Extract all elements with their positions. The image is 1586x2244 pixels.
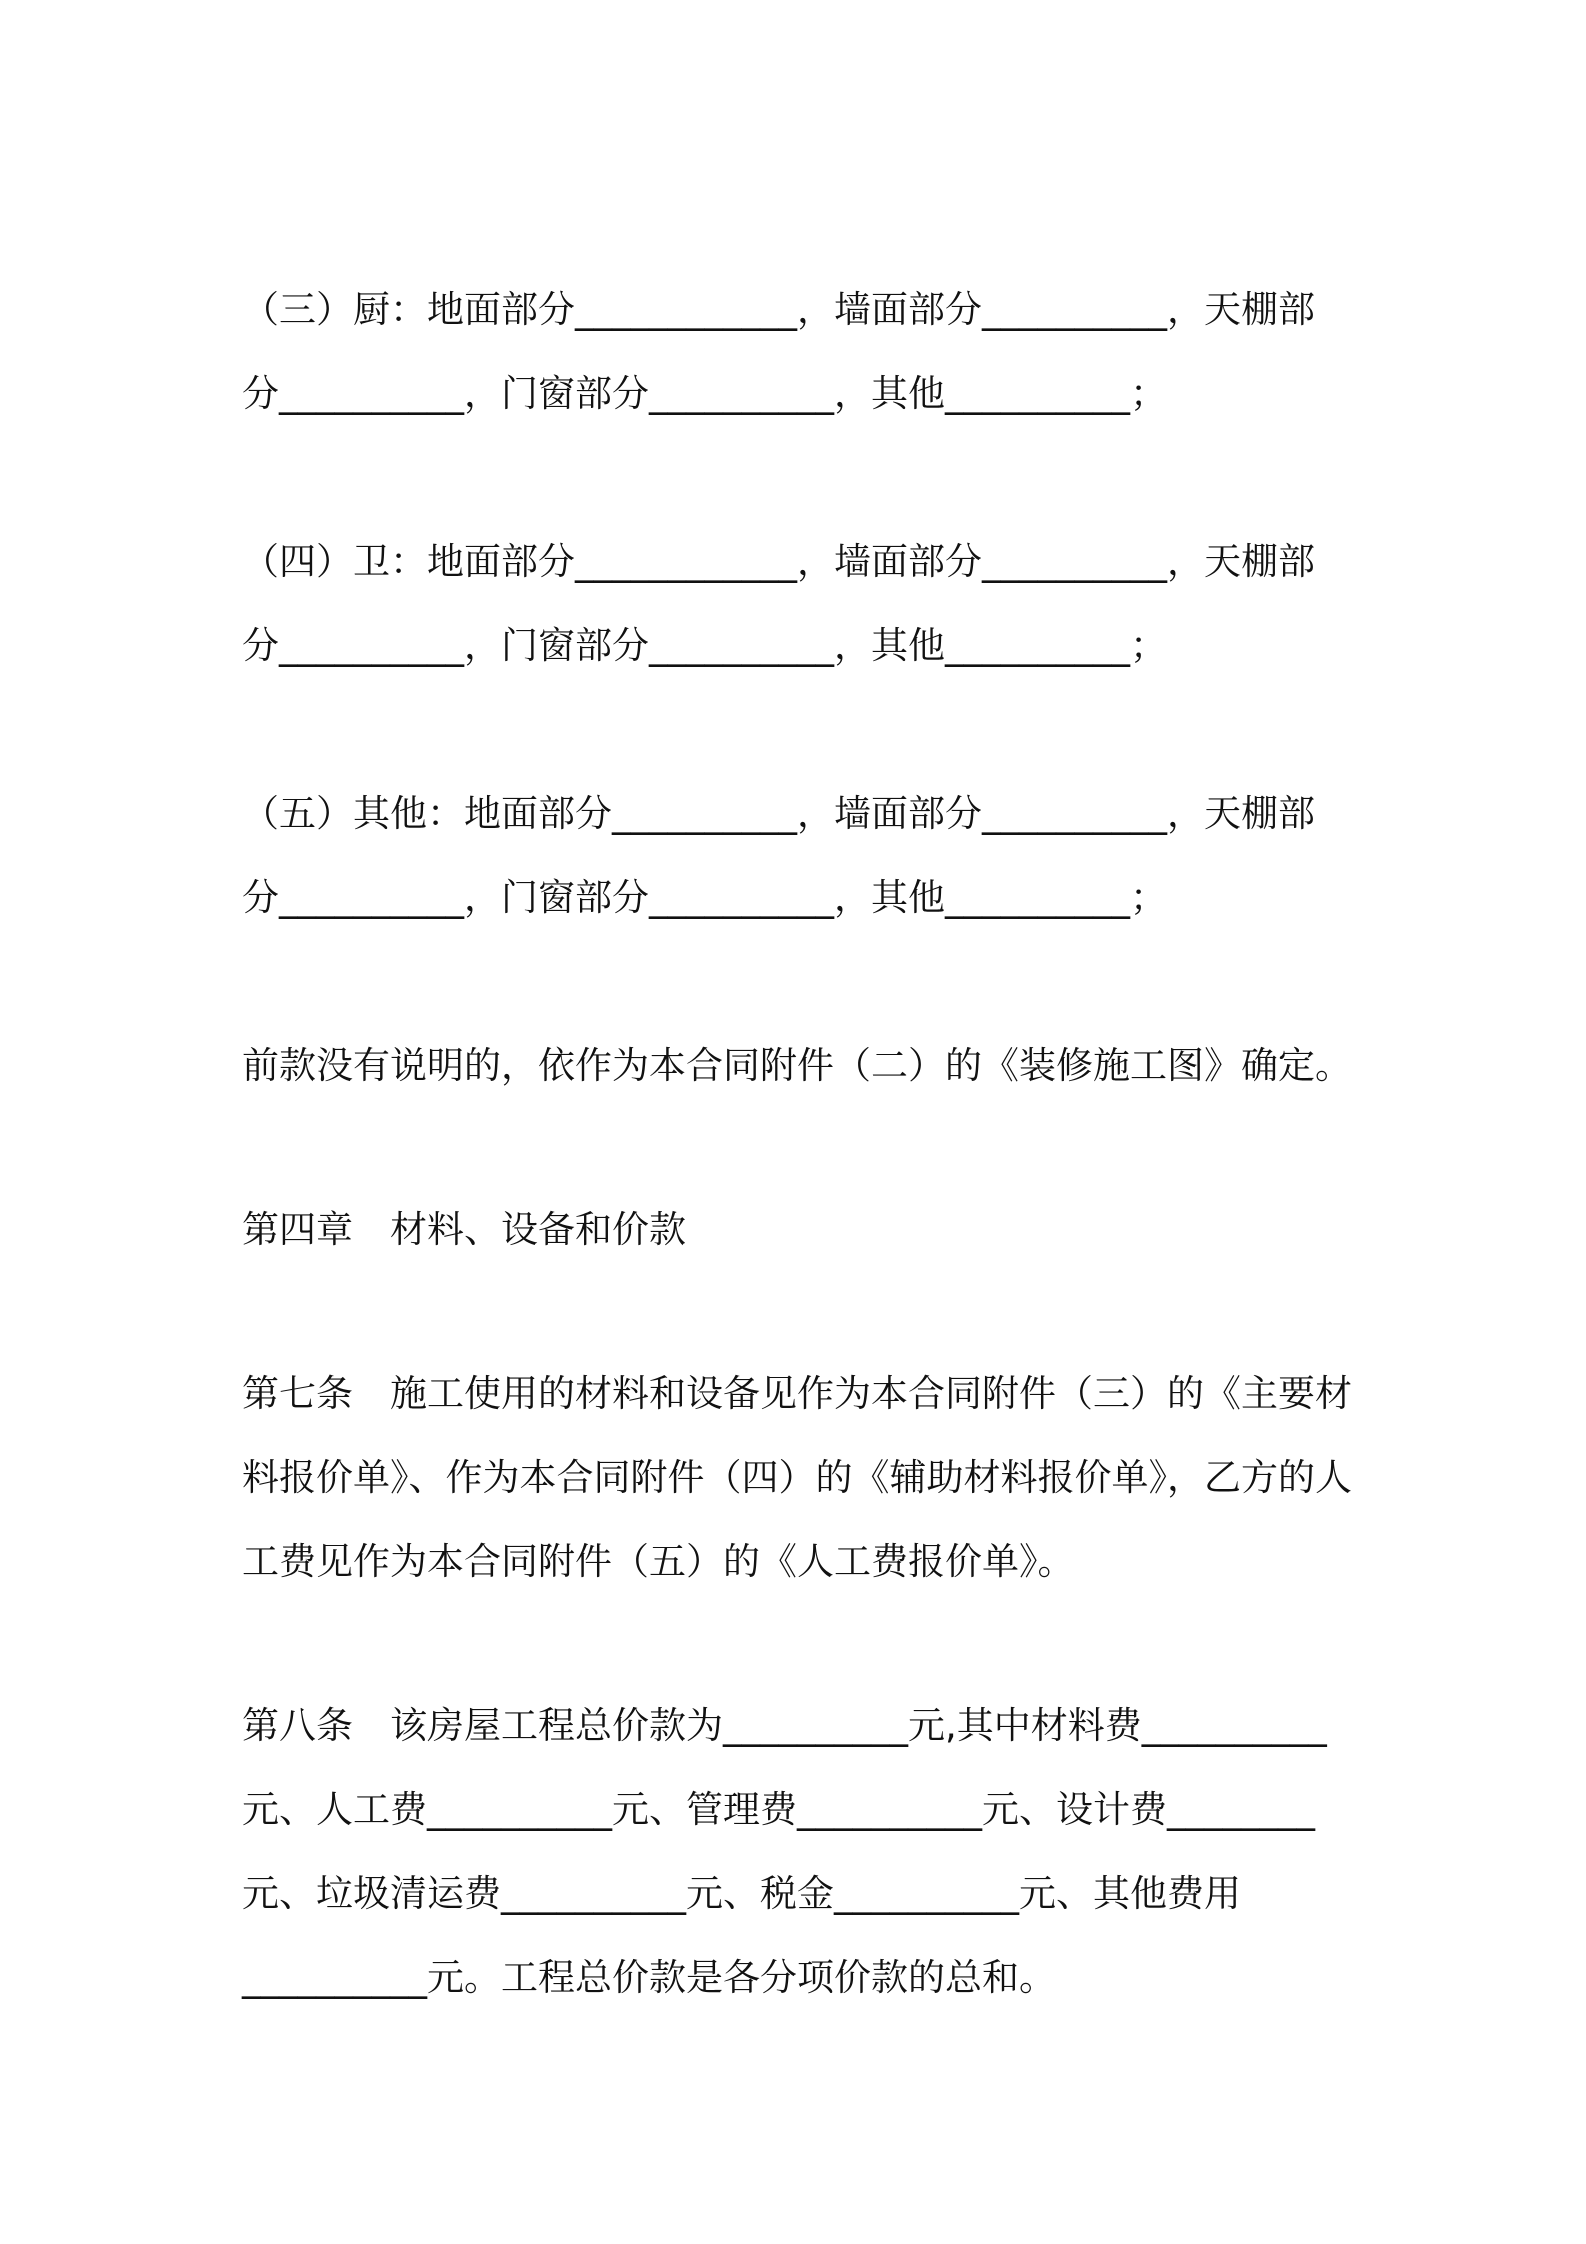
chapter-heading [242, 1188, 1354, 1272]
spacer [242, 436, 1354, 520]
text-line: （四）卫：地面部分____________，墙面部分__________，天棚部 [242, 540, 1315, 583]
text-line: 分__________，门窗部分__________，其他__________； [242, 372, 1167, 415]
paragraph-bathroom [242, 520, 1354, 688]
document-body [242, 268, 1354, 2020]
paragraph-other [242, 772, 1354, 940]
spacer [242, 1604, 1354, 1684]
paragraph-article-7 [242, 1352, 1354, 1604]
paragraph-note [242, 1024, 1354, 1108]
text-line: 第四章 材料、设备和价款 [242, 1208, 686, 1251]
text-line: 第七条 施工使用的材料和设备见作为本合同附件（三）的《主要材 [242, 1372, 1352, 1415]
spacer [242, 1108, 1354, 1188]
paragraph-article-8 [242, 1684, 1354, 2020]
text-line: 分__________，门窗部分__________，其他__________； [242, 876, 1167, 919]
text-line: 分__________，门窗部分__________，其他__________； [242, 624, 1167, 667]
text-line: 元、人工费__________元、管理费__________元、设计费________ [242, 1788, 1315, 1831]
text-line: （三）厨：地面部分____________，墙面部分__________，天棚部 [242, 288, 1315, 331]
spacer [242, 1272, 1354, 1352]
text-line: 前款没有说明的，依作为本合同附件（二）的《装修施工图》确定。 [242, 1044, 1352, 1087]
text-line: 元、垃圾清运费__________元、税金__________元、其他费用 [242, 1872, 1241, 1915]
text-line: __________元。工程总价款是各分项价款的总和。 [242, 1956, 1056, 1999]
spacer [242, 688, 1354, 772]
spacer [242, 940, 1354, 1024]
text-line: 工费见作为本合同附件（五）的《人工费报价单》。 [242, 1540, 1075, 1583]
paragraph-kitchen [242, 268, 1354, 436]
text-line: 第八条 该房屋工程总价款为__________元,其中材料费__________ [242, 1704, 1327, 1747]
text-line: 料报价单》、作为本合同附件（四）的《辅助材料报价单》，乙方的人 [242, 1456, 1352, 1499]
text-line: （五）其他：地面部分__________，墙面部分__________，天棚部 [242, 792, 1315, 835]
